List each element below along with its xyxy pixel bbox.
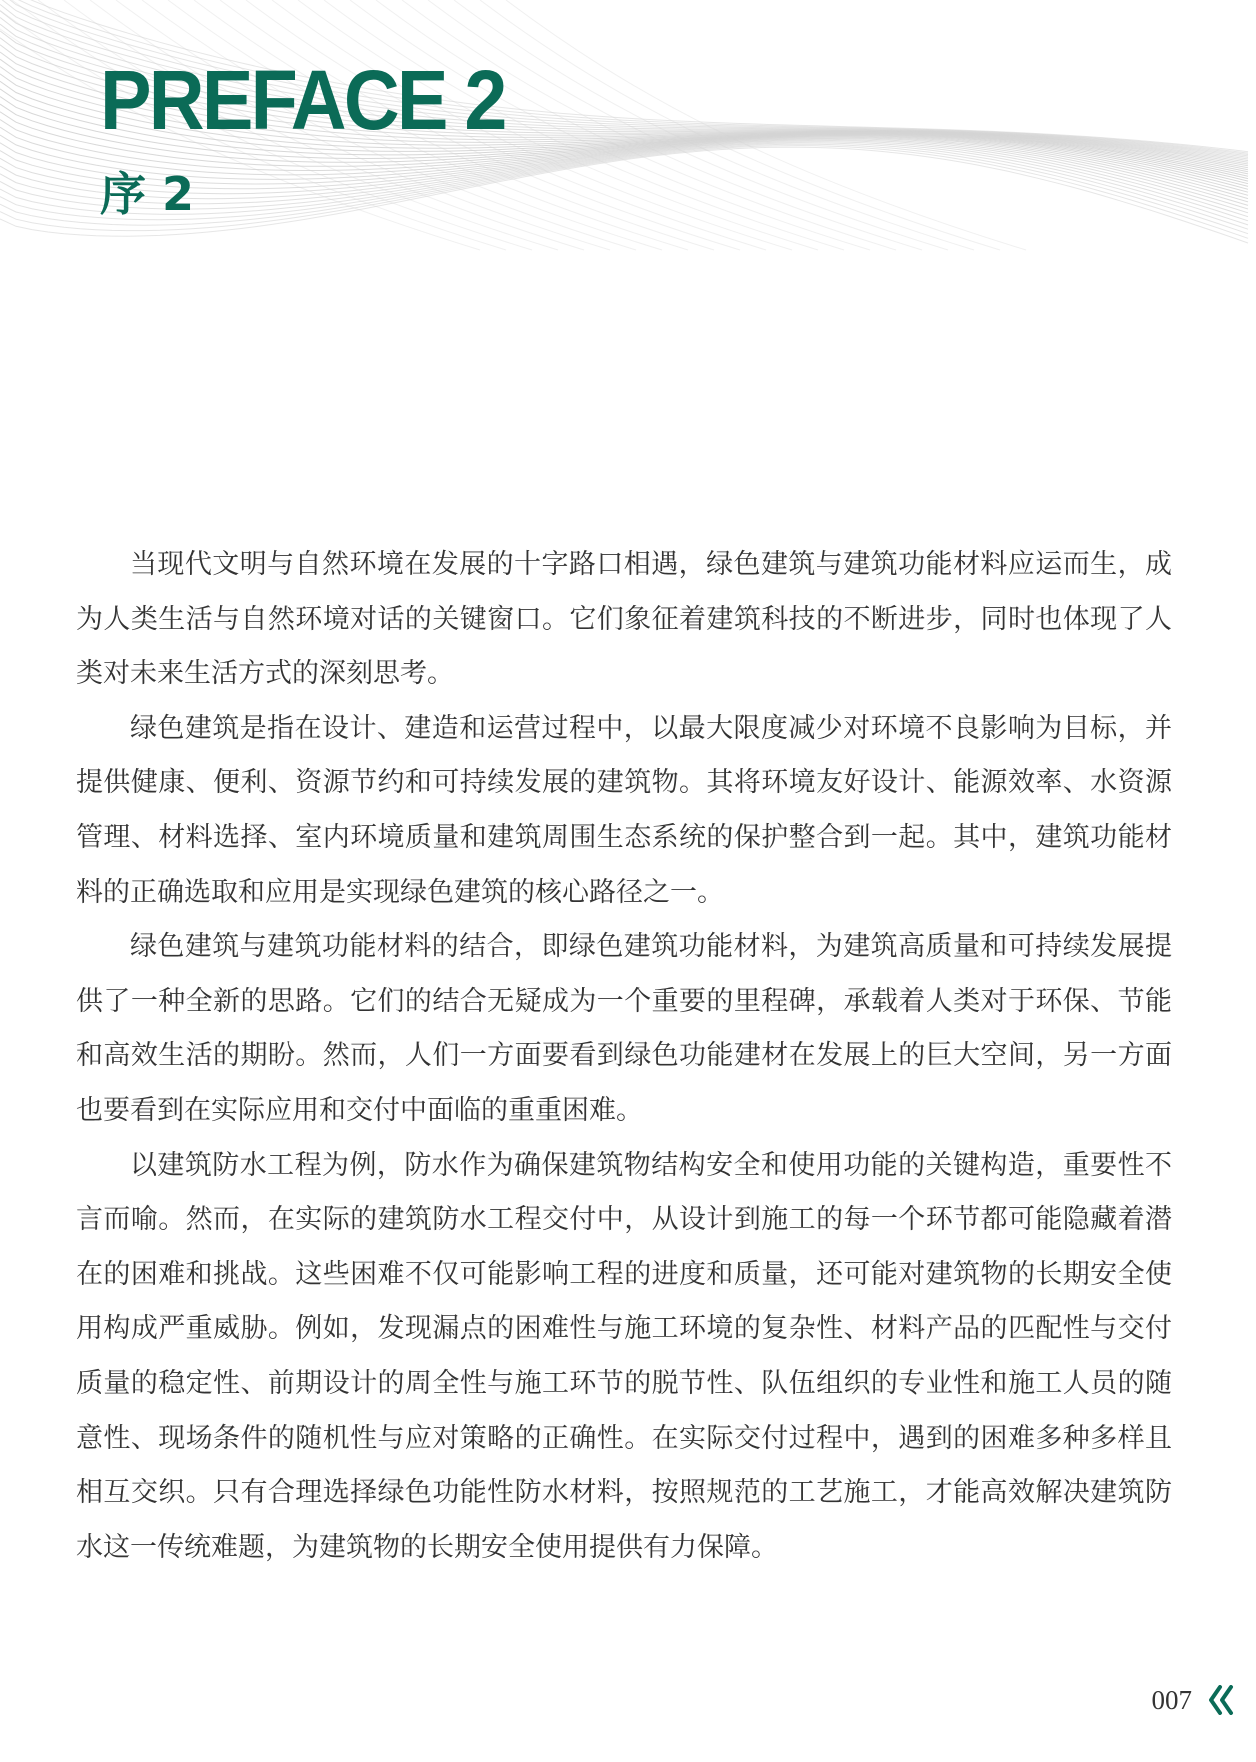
paragraph-4: 以建筑防水工程为例，防水作为确保建筑物结构安全和使用功能的关键构造，重要性不言而喻。然而，在实际的建筑防水工程交付中，从设计到施工的每一个环节都可能隐藏着潜在的困难和挑战。这些困难不仅可能影响工程的进度和质量，还可能对建筑物的长期安全使用构成严重威胁。例如，发现漏点的困难性与施工环境的复杂性、材料产品的匹配性与交付质量的稳定性、前期设计的周全性与施工环节的脱节性、队伍组织的专业性和施工人员的随意性、现场条件的随机性与应对策略的正确性。在实际交付过程中，遇到的困难多种多样且相互交织。只有合理选择绿色功能性防水材料，按照规范的工艺施工，才能高效解决建筑防水这一传统难题，为建筑物的长期安全使用提供有力保障。 [76,1149,1172,1563]
paragraph-1: 当现代文明与自然环境在发展的十字路口相遇，绿色建筑与建筑功能材料应运而生，成为人类生活与自然环境对话的关键窗口。它们象征着建筑科技的不断进步，同时也体现了人类对未来生活方式的深刻思考。 [76,549,1172,690]
double-chevron-left-icon [1208,1685,1234,1715]
paragraph-3: 绿色建筑与建筑功能材料的结合，即绿色建筑功能材料，为建筑高质量和可持续发展提供了一种全新的思路。它们的结合无疑成为一个重要的里程碑，承载着人类对于环保、节能和高效生活的期盼。然而，人们一方面要看到绿色功能建材在发展上的巨大空间，另一方面也要看到在实际应用和交付中面临的重重困难。 [76,931,1172,1126]
page-title: PREFACE 2 [100,53,505,147]
page-number: 007 [1151,1684,1192,1715]
paragraph-2: 绿色建筑是指在设计、建造和运营过程中，以最大限度减少对环境不良影响为目标，并提供健康、便利、资源节约和可持续发展的建筑物。其将环境友好设计、能源效率、水资源管理、材料选择、室内环境质量和建筑周围生态系统的保护整合到一起。其中，建筑功能材料的正确选取和应用是实现绿色建筑的核心路径之一。 [76,712,1172,908]
page-footer [1152,1678,1235,1722]
page-subtitle: 序 2 [100,167,195,221]
preface-body [76,538,1172,1575]
